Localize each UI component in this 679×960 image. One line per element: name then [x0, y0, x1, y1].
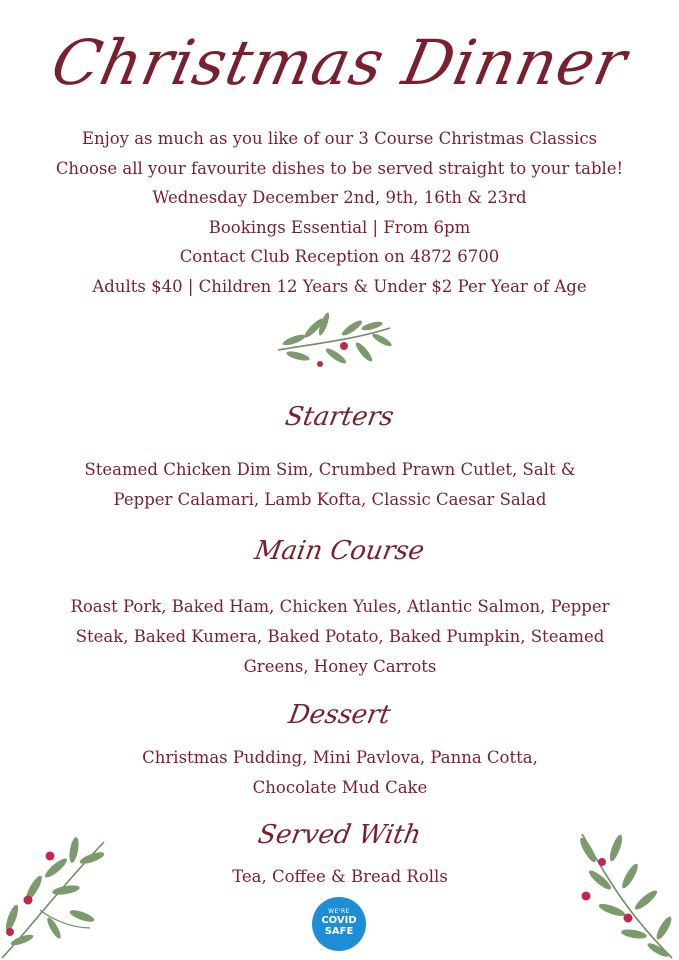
bottom-left-sprig-icon: [0, 828, 112, 960]
starters-heading: Starters: [282, 402, 397, 432]
main-course-line: Roast Pork, Baked Ham, Chicken Yules, Atlantic Salmon, Pepper: [70, 597, 610, 616]
served-with-line: Tea, Coffee & Bread Rolls: [232, 867, 448, 886]
mistletoe-sprig-icon: [272, 306, 396, 374]
served-with-heading: Served With: [255, 820, 424, 850]
intro-line: Choose all your favourite dishes to be served straight to your table!: [55, 158, 624, 178]
page-title: Christmas Dinner: [45, 26, 634, 99]
main-course-heading: Main Course: [252, 536, 427, 566]
intro-block: [0, 124, 679, 302]
dessert-line: Christmas Pudding, Mini Pavlova, Panna Cotta,: [142, 748, 538, 767]
served-with-description: [80, 862, 600, 892]
covid-safe-badge: [312, 897, 366, 951]
main-course-line: Steak, Baked Kumera, Baked Potato, Baked Pumpkin, Steamed: [75, 627, 605, 646]
intro-line: Enjoy as much as you like of our 3 Course Christmas Classics: [81, 129, 598, 148]
dates-line: Wednesday December 2nd, 9th, 16th & 23rd: [152, 188, 527, 208]
starters-description: [40, 455, 620, 515]
badge-line1: COVID: [321, 915, 357, 926]
contact-line: Contact Club Reception on 4872 6700: [179, 247, 500, 267]
bookings-line: Bookings Essential | From 6pm: [208, 217, 471, 237]
badge-line2: SAFE: [324, 926, 354, 937]
dessert-description: [80, 743, 600, 803]
bottom-right-sprig-icon: [572, 828, 679, 960]
dessert-line: Chocolate Mud Cake: [252, 778, 428, 797]
main-course-description: [20, 592, 660, 682]
starters-line: Pepper Calamari, Lamb Kofta, Classic Caesar Salad: [113, 490, 547, 509]
prices-line: Adults $40 | Children 12 Years & Under $2 Per Year of Age: [92, 276, 587, 296]
badge-top-text: WE'RE: [328, 908, 350, 915]
main-course-line: Greens, Honey Carrots: [243, 657, 437, 676]
dessert-heading: Dessert: [286, 700, 393, 730]
starters-line: Steamed Chicken Dim Sim, Crumbed Prawn Cutlet, Salt &: [84, 460, 576, 479]
